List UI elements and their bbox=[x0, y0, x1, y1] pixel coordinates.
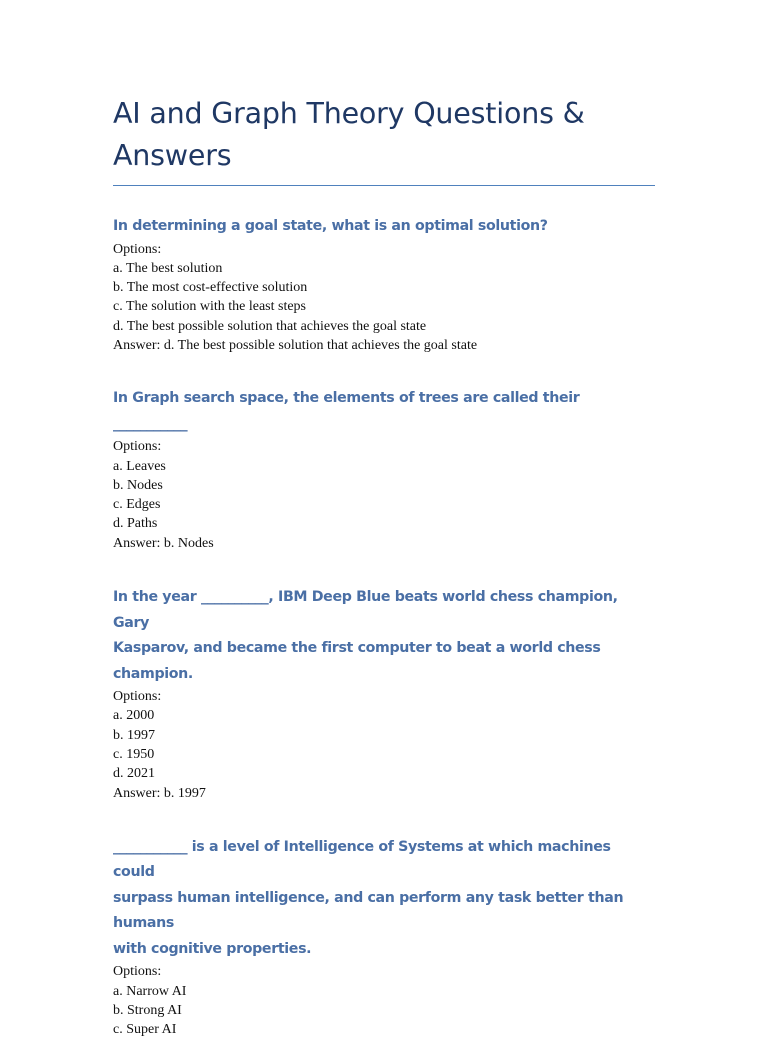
options-label: Options: bbox=[113, 241, 162, 257]
question-1 bbox=[113, 214, 655, 355]
option-item: c. 1950 bbox=[113, 746, 155, 762]
answer-line: Answer: b. Nodes bbox=[113, 535, 214, 551]
title-underline-rule bbox=[113, 185, 655, 186]
option-item: d. 2021 bbox=[113, 766, 155, 782]
option-item: d. Paths bbox=[113, 516, 158, 532]
answer-line: Answer: b. 1997 bbox=[113, 785, 206, 801]
document-title-line-2: Answers bbox=[113, 139, 232, 172]
question-heading: In Graph search space, the elements of trees are called their ___________ bbox=[113, 390, 580, 432]
question-heading-line: surpass human intelligence, and can perform any task better than humans bbox=[113, 889, 624, 932]
option-item: b. The most cost-effective solution bbox=[113, 280, 308, 296]
option-item: b. Nodes bbox=[113, 477, 163, 493]
question-heading-line: with cognitive properties. bbox=[113, 940, 312, 957]
option-item: c. The solution with the least steps bbox=[113, 299, 306, 315]
options-label: Options: bbox=[113, 689, 162, 705]
question-4 bbox=[113, 835, 655, 1040]
document-title bbox=[113, 0, 655, 177]
question-heading bbox=[113, 585, 655, 687]
option-item: b. Strong AI bbox=[113, 1002, 182, 1018]
question-heading-line: ___________ is a level of Intelligence of Systems at which machines could bbox=[113, 838, 611, 881]
option-item: d. The best possible solution that achieves the goal state bbox=[113, 318, 427, 334]
question-3 bbox=[113, 585, 655, 803]
question-heading-line: Kasparov, and became the first computer to beat a world chess champion. bbox=[113, 640, 601, 682]
options-label: Options: bbox=[113, 439, 162, 455]
question-heading-line: In the year __________, IBM Deep Blue beats world chess champion, Gary bbox=[113, 589, 618, 631]
answer-line: Answer: d. The best possible solution that achieves the goal state bbox=[113, 337, 478, 353]
option-item: b. 1997 bbox=[113, 727, 155, 743]
options-label: Options: bbox=[113, 964, 162, 980]
option-item: a. 2000 bbox=[113, 708, 155, 724]
option-item: a. The best solution bbox=[113, 260, 223, 276]
option-item: a. Narrow AI bbox=[113, 983, 187, 999]
option-item: c. Super AI bbox=[113, 1022, 177, 1038]
question-heading bbox=[113, 835, 655, 963]
option-item: c. Edges bbox=[113, 497, 161, 513]
document-title-line-1: AI and Graph Theory Questions & bbox=[113, 97, 585, 130]
question-heading: In determining a goal state, what is an optimal solution? bbox=[113, 218, 548, 234]
option-item: a. Leaves bbox=[113, 458, 166, 474]
question-2 bbox=[113, 386, 655, 553]
